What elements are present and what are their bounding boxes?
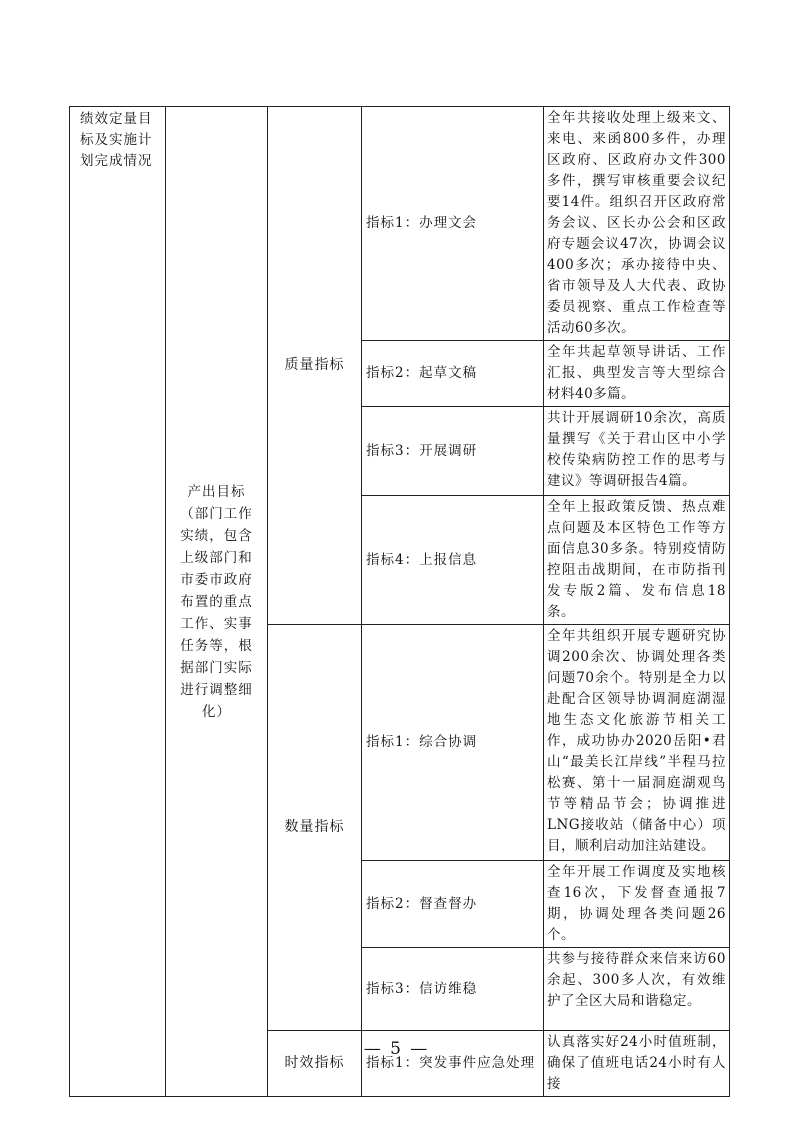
performance-table (69, 106, 730, 1097)
timeliness-indicator-1: 指标1：突发事件应急处理 (362, 1031, 544, 1097)
quantity-desc-1: 全年共组织开展专题研究协调200余次、协调处理各类问题70余个。特别是全力以赴配合区领导协调洞庭湖湿地生态文化旅游节相关工作，成功协办2020岳阳•君山“最美长江岸线”半程马拉松赛、第十一届洞庭湖观鸟节等精品节会；协调推进LNG接收站（储备中心）项目，顺利启动加注站建设。 (544, 625, 730, 861)
timeliness-indicator-label: 时效指标 (268, 1031, 362, 1097)
category-cell: 绩效定量目标及实施计划完成情况 (70, 107, 166, 1097)
quality-indicator-4: 指标4：上报信息 (362, 496, 544, 625)
timeliness-desc-1: 认真落实好24小时值班制，确保了值班电话24小时有人接 (544, 1031, 730, 1097)
quality-indicator-3: 指标3：开展调研 (362, 407, 544, 496)
quality-desc-4: 全年上报政策反馈、热点难点问题及本区特色工作等方面信息30多条。特别疫情防控阻击战期间，在市防指刊发专版2篇、发布信息18条。 (544, 496, 730, 625)
quantity-desc-3: 共参与接待群众来信来访60余起、300多人次，有效维护了全区大局和谐稳定。 (544, 948, 730, 1031)
quality-desc-3: 共计开展调研10余次，高质量撰写《关于君山区中小学校传染病防控工作的思考与建议》等调研报告4篇。 (544, 407, 730, 496)
quality-indicator-1: 指标1：办理文会 (362, 107, 544, 341)
page-number: — 5 — (363, 1039, 430, 1059)
quantity-indicator-1: 指标1：综合协调 (362, 625, 544, 861)
quality-indicator-label: 质量指标 (268, 107, 362, 625)
quality-desc-2: 全年共起草领导讲话、工作汇报、典型发言等大型综合材料40多篇。 (544, 341, 730, 407)
quantity-desc-2: 全年开展工作调度及实地核查16次，下发督查通报7期，协调处理各类问题26个。 (544, 861, 730, 948)
quality-desc-1: 全年共接收处理上级来文、来电、来函800多件，办理区政府、区政府办文件300多件，撰写审核重要会议纪要14件。组织召开区政府常务会议、区长办公会和区政府专题会议47次，协调会议400多次；承办接待中央、省市领导及人大代表、政协委员视察、重点工作检查等活动60多次。 (544, 107, 730, 341)
quality-indicator-2: 指标2：起草文稿 (362, 341, 544, 407)
quantity-indicator-label: 数量指标 (268, 625, 362, 1031)
quantity-indicator-3: 指标3：信访维稳 (362, 948, 544, 1031)
quantity-indicator-2: 指标2：督查督办 (362, 861, 544, 948)
goal-cell: 产出目标（部门工作实绩，包含上级部门和市委市政府布置的重点工作、实事任务等，根据部门实际进行调整细化） (166, 107, 268, 1097)
